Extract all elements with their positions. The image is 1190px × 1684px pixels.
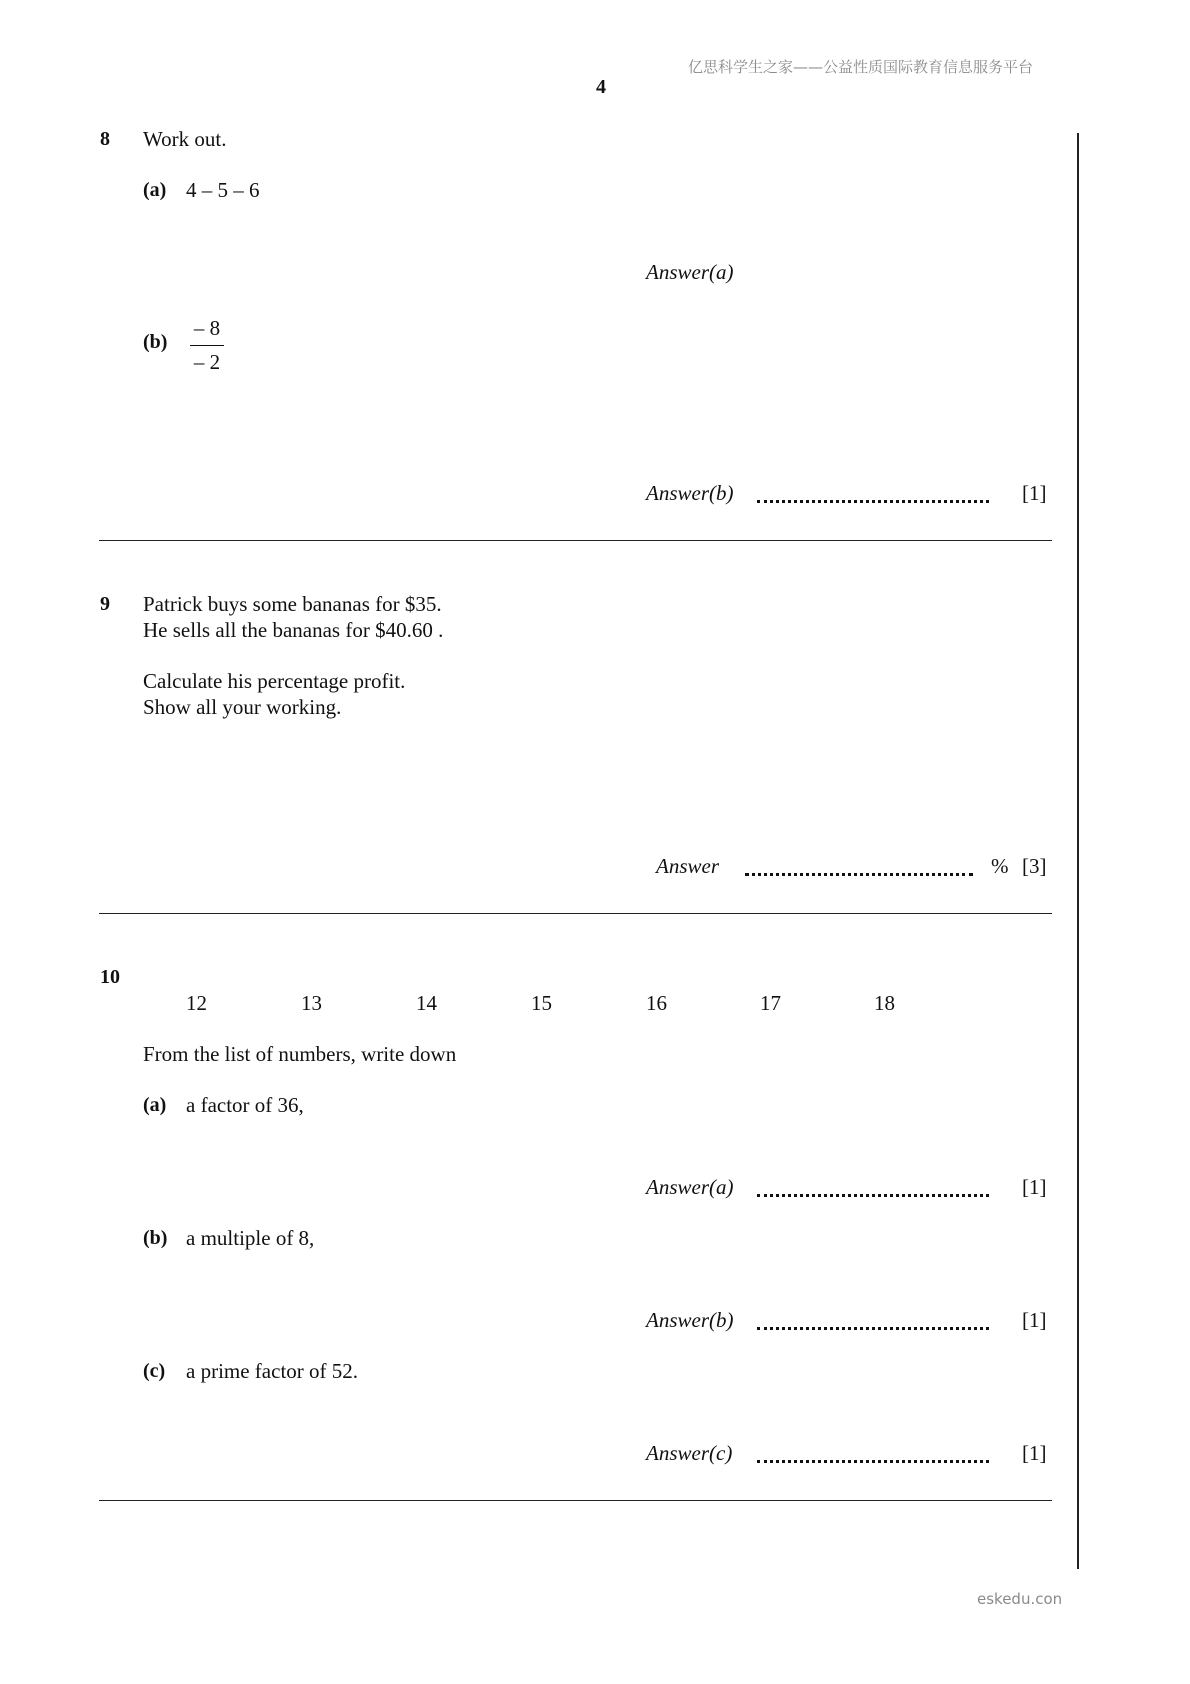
q10b-answer-line[interactable] — [757, 1327, 989, 1330]
q8-intro: Work out. — [143, 127, 227, 151]
q8-number: 8 — [100, 128, 110, 150]
q8b-fraction — [190, 316, 224, 375]
q8b-label: (b) — [143, 331, 168, 353]
q8a-answer-label: Answer(a) — [646, 260, 734, 284]
list-number: 15 — [531, 991, 552, 1015]
q10a-text: a factor of 36, — [186, 1093, 304, 1117]
q8b-marks: [1] — [1022, 481, 1047, 505]
q9-number: 9 — [100, 593, 110, 615]
q9-marks: [3] — [1022, 854, 1047, 878]
list-number: 17 — [760, 991, 781, 1015]
divider — [99, 1500, 1052, 1501]
q10b-marks: [1] — [1022, 1308, 1047, 1332]
q8a-label: (a) — [143, 179, 167, 201]
q10b-label: (b) — [143, 1227, 168, 1249]
list-number: 14 — [416, 991, 437, 1015]
q9-answer-line[interactable] — [745, 873, 973, 876]
q9-answer-label: Answer — [656, 854, 719, 878]
divider — [99, 540, 1052, 541]
q10c-marks: [1] — [1022, 1441, 1047, 1465]
q10a-label: (a) — [143, 1094, 167, 1116]
margin-rule — [1077, 133, 1079, 1569]
q9-line1: Patrick buys some bananas for $35. — [143, 592, 442, 616]
q8a-expression: 4 – 5 – 6 — [186, 178, 260, 202]
fraction-bar — [190, 345, 224, 346]
list-number: 18 — [874, 991, 895, 1015]
q8b-answer-line[interactable] — [757, 500, 989, 503]
watermark-bottom: eskedu.con — [977, 1590, 1063, 1608]
q10-instruction: From the list of numbers, write down — [143, 1042, 457, 1066]
list-number: 13 — [301, 991, 322, 1015]
q10b-text: a multiple of 8, — [186, 1226, 315, 1250]
q9-line2: He sells all the bananas for $40.60 . — [143, 618, 444, 642]
q10c-answer-label: Answer(c) — [646, 1441, 733, 1465]
q10c-label: (c) — [143, 1360, 166, 1382]
q10c-answer-line[interactable] — [757, 1460, 989, 1463]
q10c-text: a prime factor of 52. — [186, 1359, 359, 1383]
q8b-denominator: – 2 — [193, 350, 221, 374]
watermark-top: 亿思科学生之家——公益性质国际教育信息服务平台 — [688, 58, 1034, 76]
q10a-answer-label: Answer(a) — [646, 1175, 734, 1199]
q9-line4: Show all your working. — [143, 695, 342, 719]
q8b-answer-label: Answer(b) — [646, 481, 734, 505]
page-number: 4 — [596, 76, 606, 98]
list-number: 16 — [646, 991, 667, 1015]
list-number: 12 — [186, 991, 207, 1015]
q10-number: 10 — [100, 966, 120, 988]
divider — [99, 913, 1052, 914]
q10a-marks: [1] — [1022, 1175, 1047, 1199]
q9-unit: % — [991, 854, 1009, 878]
q10b-answer-label: Answer(b) — [646, 1308, 734, 1332]
q10a-answer-line[interactable] — [757, 1194, 989, 1197]
q9-line3: Calculate his percentage profit. — [143, 669, 406, 693]
q8b-numerator: – 8 — [193, 316, 221, 340]
